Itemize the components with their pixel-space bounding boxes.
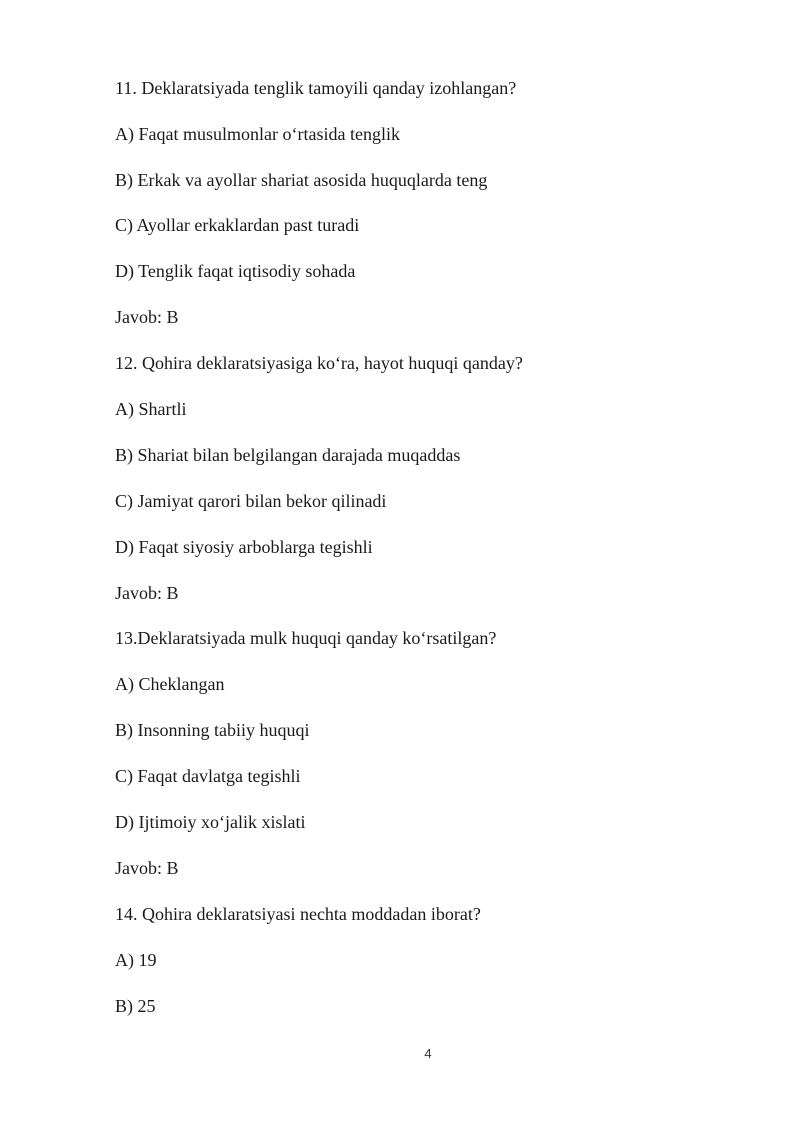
question-11-option-a: A) Faqat musulmonlar o‘rtasida tenglik (115, 124, 400, 144)
question-11-option-d: D) Tenglik faqat iqtisodiy sohada (115, 261, 356, 281)
question-12: 12. Qohira deklaratsiyasiga ko‘ra, hayot huquqi qanday? (115, 353, 523, 373)
question-14-option-a: A) 19 (115, 950, 157, 970)
question-12-answer: Javob: B (115, 583, 179, 603)
question-11-option-b: B) Erkak va ayollar shariat asosida huquqlarda teng (115, 170, 488, 190)
question-12-option-d: D) Faqat siyosiy arboblarga tegishli (115, 537, 373, 557)
question-12-option-a: A) Shartli (115, 399, 187, 419)
question-11: 11. Deklaratsiyada tenglik tamoyili qanday izohlangan? (115, 78, 517, 98)
question-13-option-a: A) Cheklangan (115, 674, 225, 694)
question-13-option-b: B) Insonning tabiiy huquqi (115, 720, 310, 740)
question-12-option-c: C) Jamiyat qarori bilan bekor qilinadi (115, 491, 387, 511)
page-number: 4 (424, 1046, 432, 1061)
question-14-option-b: B) 25 (115, 996, 156, 1016)
question-11-option-c: C) Ayollar erkaklardan past turadi (115, 215, 360, 235)
question-11-answer: Javob: B (115, 307, 179, 327)
question-13: 13.Deklaratsiyada mulk huquqi qanday ko‘rsatilgan? (115, 628, 497, 648)
question-14: 14. Qohira deklaratsiyasi nechta moddadan iborat? (115, 904, 481, 924)
question-13-option-c: C) Faqat davlatga tegishli (115, 766, 301, 786)
question-13-option-d: D) Ijtimoiy xo‘jalik xislati (115, 812, 306, 832)
question-12-option-b: B) Shariat bilan belgilangan darajada muqaddas (115, 445, 461, 465)
question-13-answer: Javob: B (115, 858, 179, 878)
